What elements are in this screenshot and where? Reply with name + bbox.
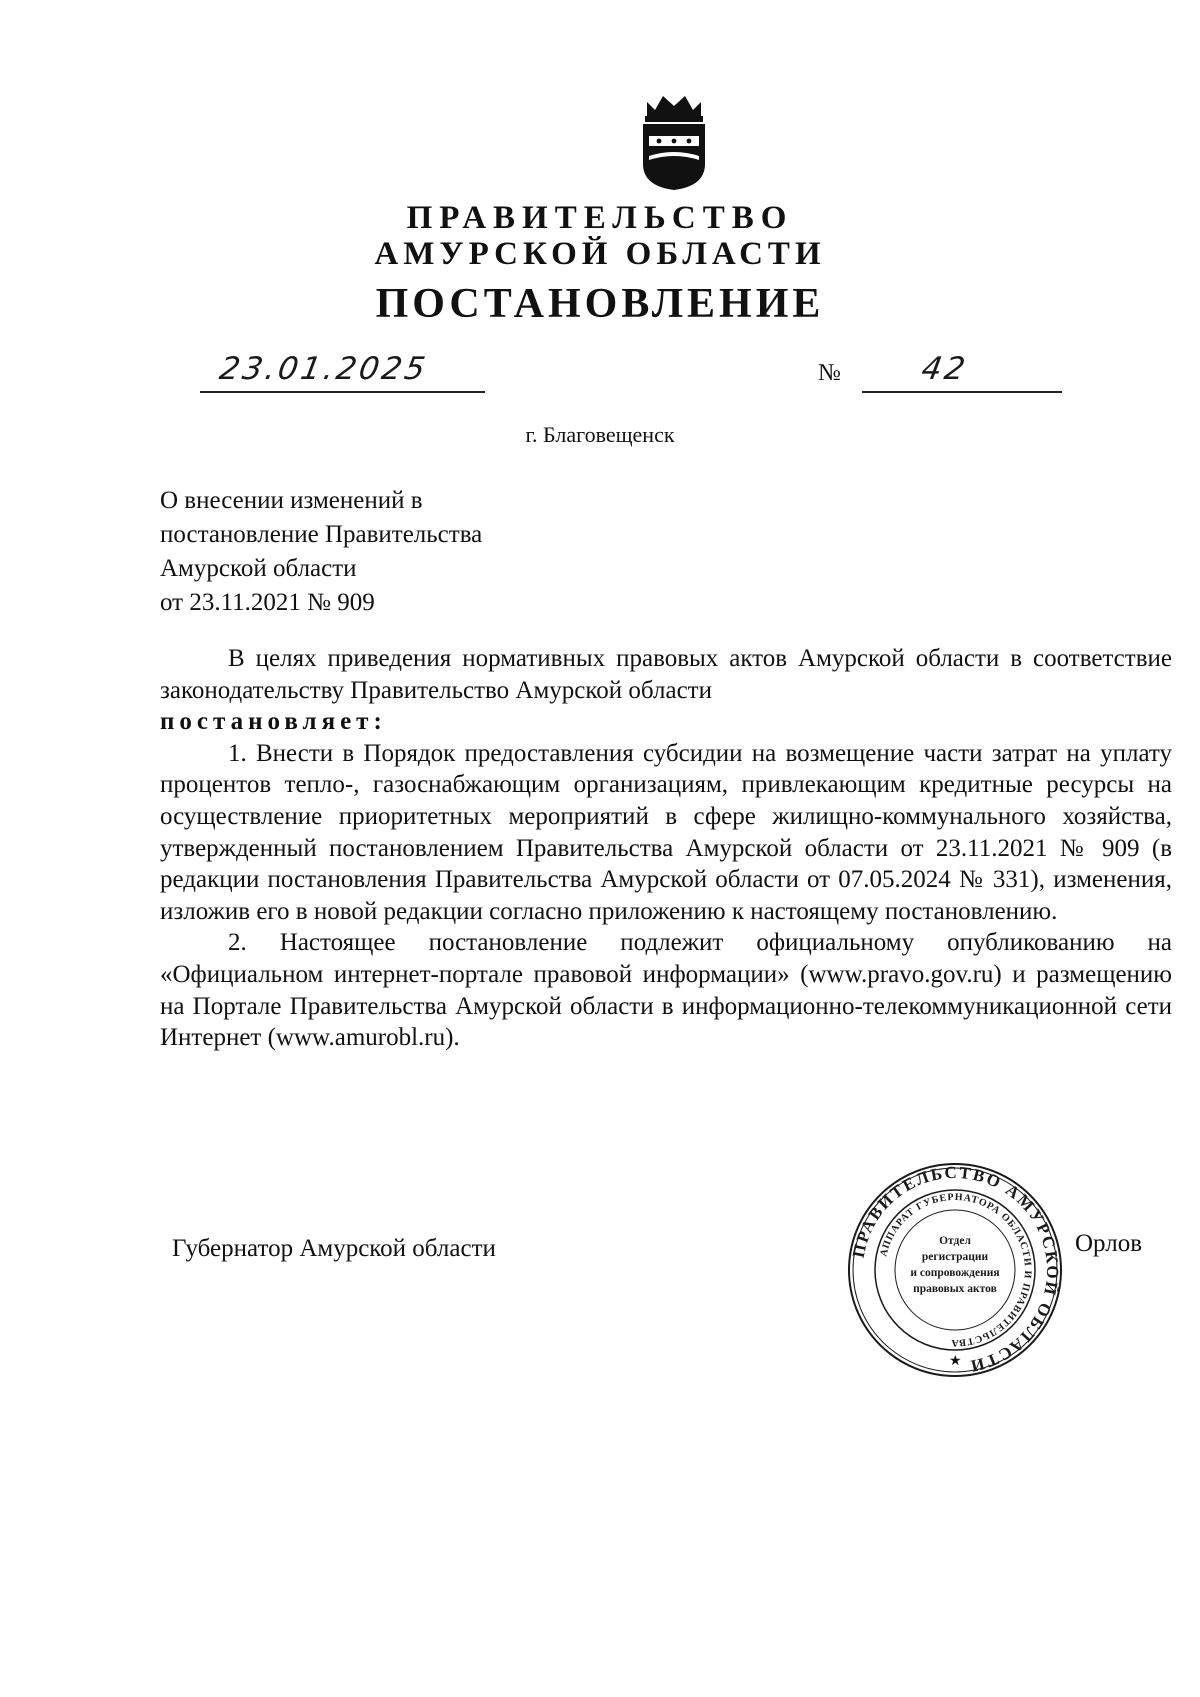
document-subject (160, 484, 660, 620)
number-field (862, 351, 1062, 393)
handwritten-number: 42 (918, 351, 971, 387)
seal-center-line: Отдел (939, 1235, 971, 1247)
seal-star-icon: ★ (949, 1354, 962, 1369)
subject-line: постановление Правительства (160, 521, 483, 548)
seal-center-line: правовых актов (913, 1283, 997, 1295)
subject-line: О внесении изменений в (160, 487, 423, 514)
government-name-line2: АМУРСКОЙ ОБЛАСТИ (374, 236, 826, 272)
seal-center-text (895, 1233, 1015, 1297)
item-1-paragraph: 1. Внести в Порядок предоставления субсидии на возмещение части затрат на уплату процентов тепло-, газоснабжающим организациям, привлекающим кредитные ресурсы на осуществление приоритетных мероприятий в сфере жилищно-коммунального хозяйства, утвержденный постановлением Правительства Амурской области от 23.11.2021 № 909 (в редакции постановления Правительства Амурской области от 07.05.2024 № 331), изменения, изложив его в новой редакции согласно приложению к настоящему постановлению. (160, 739, 1172, 925)
document-body (160, 643, 1172, 1054)
handwritten-date: 23.01.2025 (216, 351, 431, 387)
coat-of-arms-icon (633, 90, 715, 192)
signatory-title: Губернатор Амурской области (172, 1235, 496, 1262)
decree-word: постановляет: (160, 708, 387, 736)
item-2-paragraph: 2. Настоящее постановление подлежит официальному опубликованию на «Официальном интернет-портале правовой информации» (www.pravo.gov.ru) и размещению на Портале Правительства Амурской области в информационно-телекоммуникационной сети Интернет (www.amurobl.ru). (160, 929, 1172, 1052)
signatory-name: Орлов (1075, 1230, 1143, 1257)
seal-center-line: и сопровождения (910, 1267, 1000, 1279)
svg-text:АППАРАТ ГУБЕРНАТОРА ОБЛАСТИ И: АППАРАТ ГУБЕРНАТОРА ОБЛАСТИ И ПРАВИТЕЛЬСТВА (878, 1191, 1034, 1349)
city-label: г. Благовещенск (525, 422, 675, 447)
seal-center-line: регистрации (921, 1251, 989, 1263)
number-label: № (818, 360, 841, 386)
subject-line: Амурской области (160, 555, 357, 582)
svg-text:ПРАВИТЕЛЬСТВО АМУРСКОЙ ОБЛАСТИ: ПРАВИТЕЛЬСТВО АМУРСКОЙ ОБЛАСТИ (848, 1162, 1063, 1376)
preamble-paragraph: В целях приведения нормативных правовых актов Амурской области в соответствие законодательству Правительство Амурской области (160, 645, 1172, 704)
government-name-line1: ПРАВИТЕЛЬСТВО (406, 200, 794, 236)
document-type-title: ПОСТАНОВЛЕНИЕ (375, 281, 825, 327)
subject-line: от 23.11.2021 № 909 (160, 589, 375, 616)
date-field (200, 351, 485, 393)
